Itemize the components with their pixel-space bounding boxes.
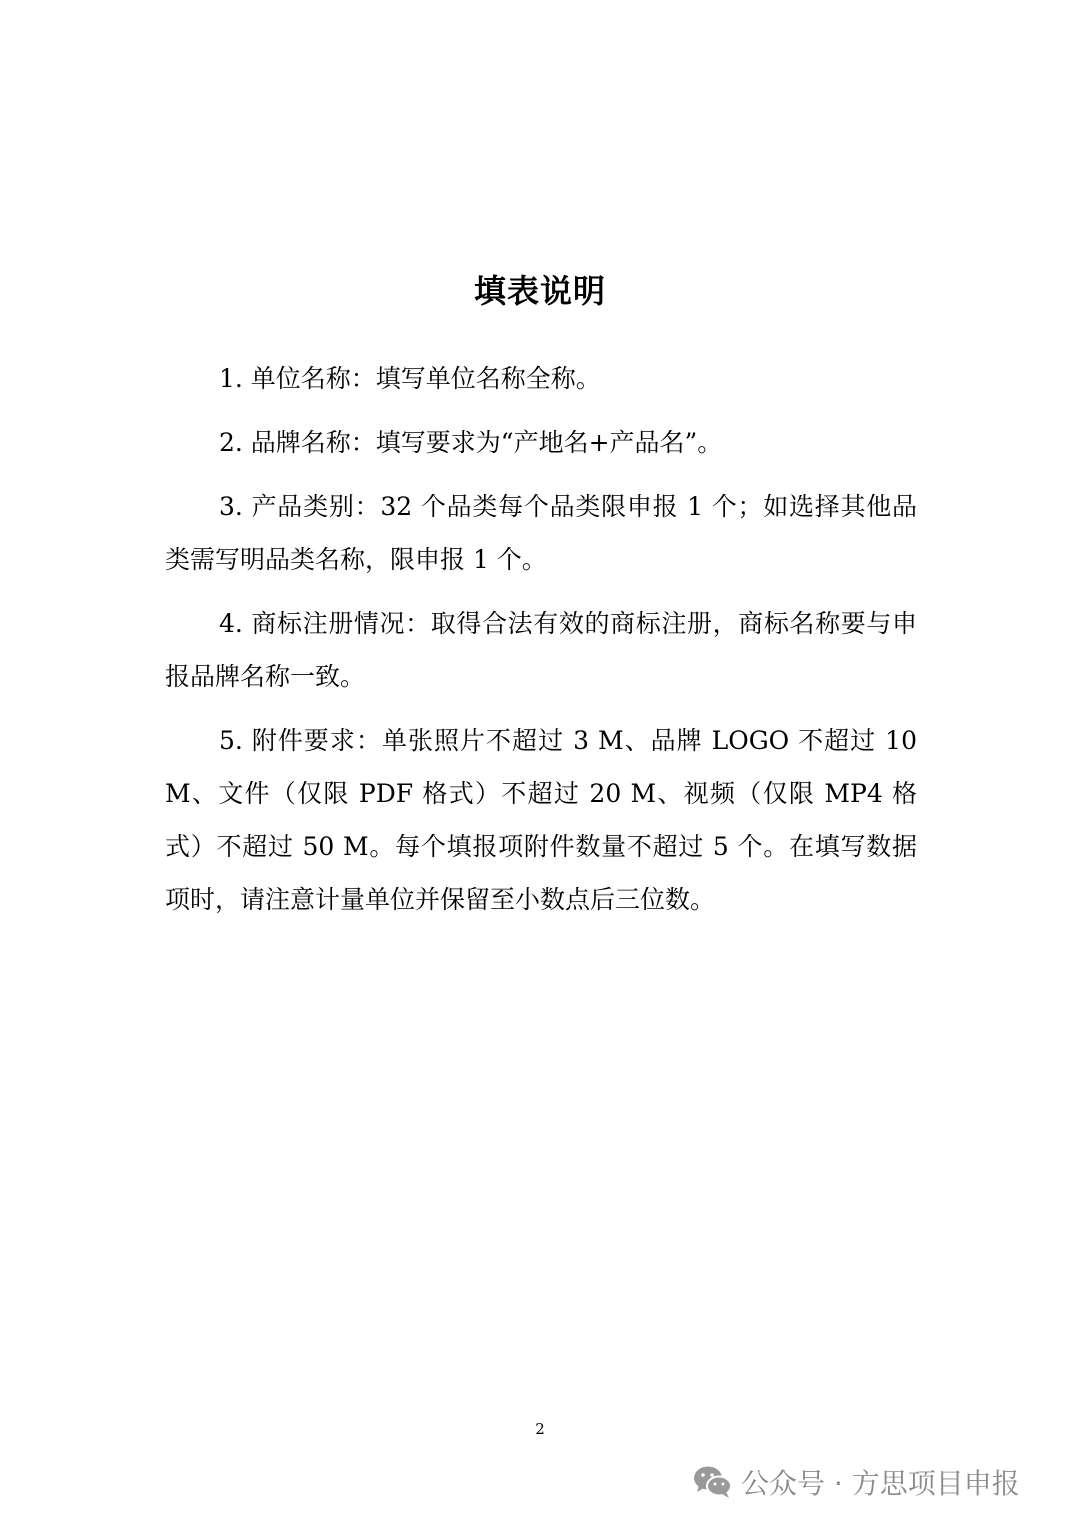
instructions-list	[165, 352, 917, 937]
instruction-item-2: 2. 品牌名称：填写要求为“产地名+产品名”。	[219, 428, 723, 457]
instruction-item-5: 5. 附件要求：单张照片不超过 3 M、品牌 LOGO 不超过 10 M、文件（仅限 PDF 格式）不超过 20 M、视频（仅限 MP4 格式）不超过 50 M。每个填报项附件数量不超过 5 个。在填写数据项时，请注意计量单位并保留至小数点后三位数。	[165, 726, 917, 914]
instruction-item-4: 4. 商标注册情况：取得合法有效的商标注册，商标名称要与申报品牌名称一致。	[165, 609, 917, 691]
instruction-item-1: 1. 单位名称：填写单位名称全称。	[219, 364, 601, 393]
instruction-item-3: 3. 产品类别：32 个品类每个品类限申报 1 个；如选择其他品类需写明品类名称，限申报 1 个。	[165, 492, 917, 574]
watermark-text: 公众号 · 方思项目申报	[741, 1467, 1020, 1500]
wechat-icon	[693, 1465, 733, 1499]
watermark	[693, 1462, 1020, 1502]
page-title: 填表说明	[473, 272, 606, 310]
page-number: 2	[535, 1420, 545, 1438]
